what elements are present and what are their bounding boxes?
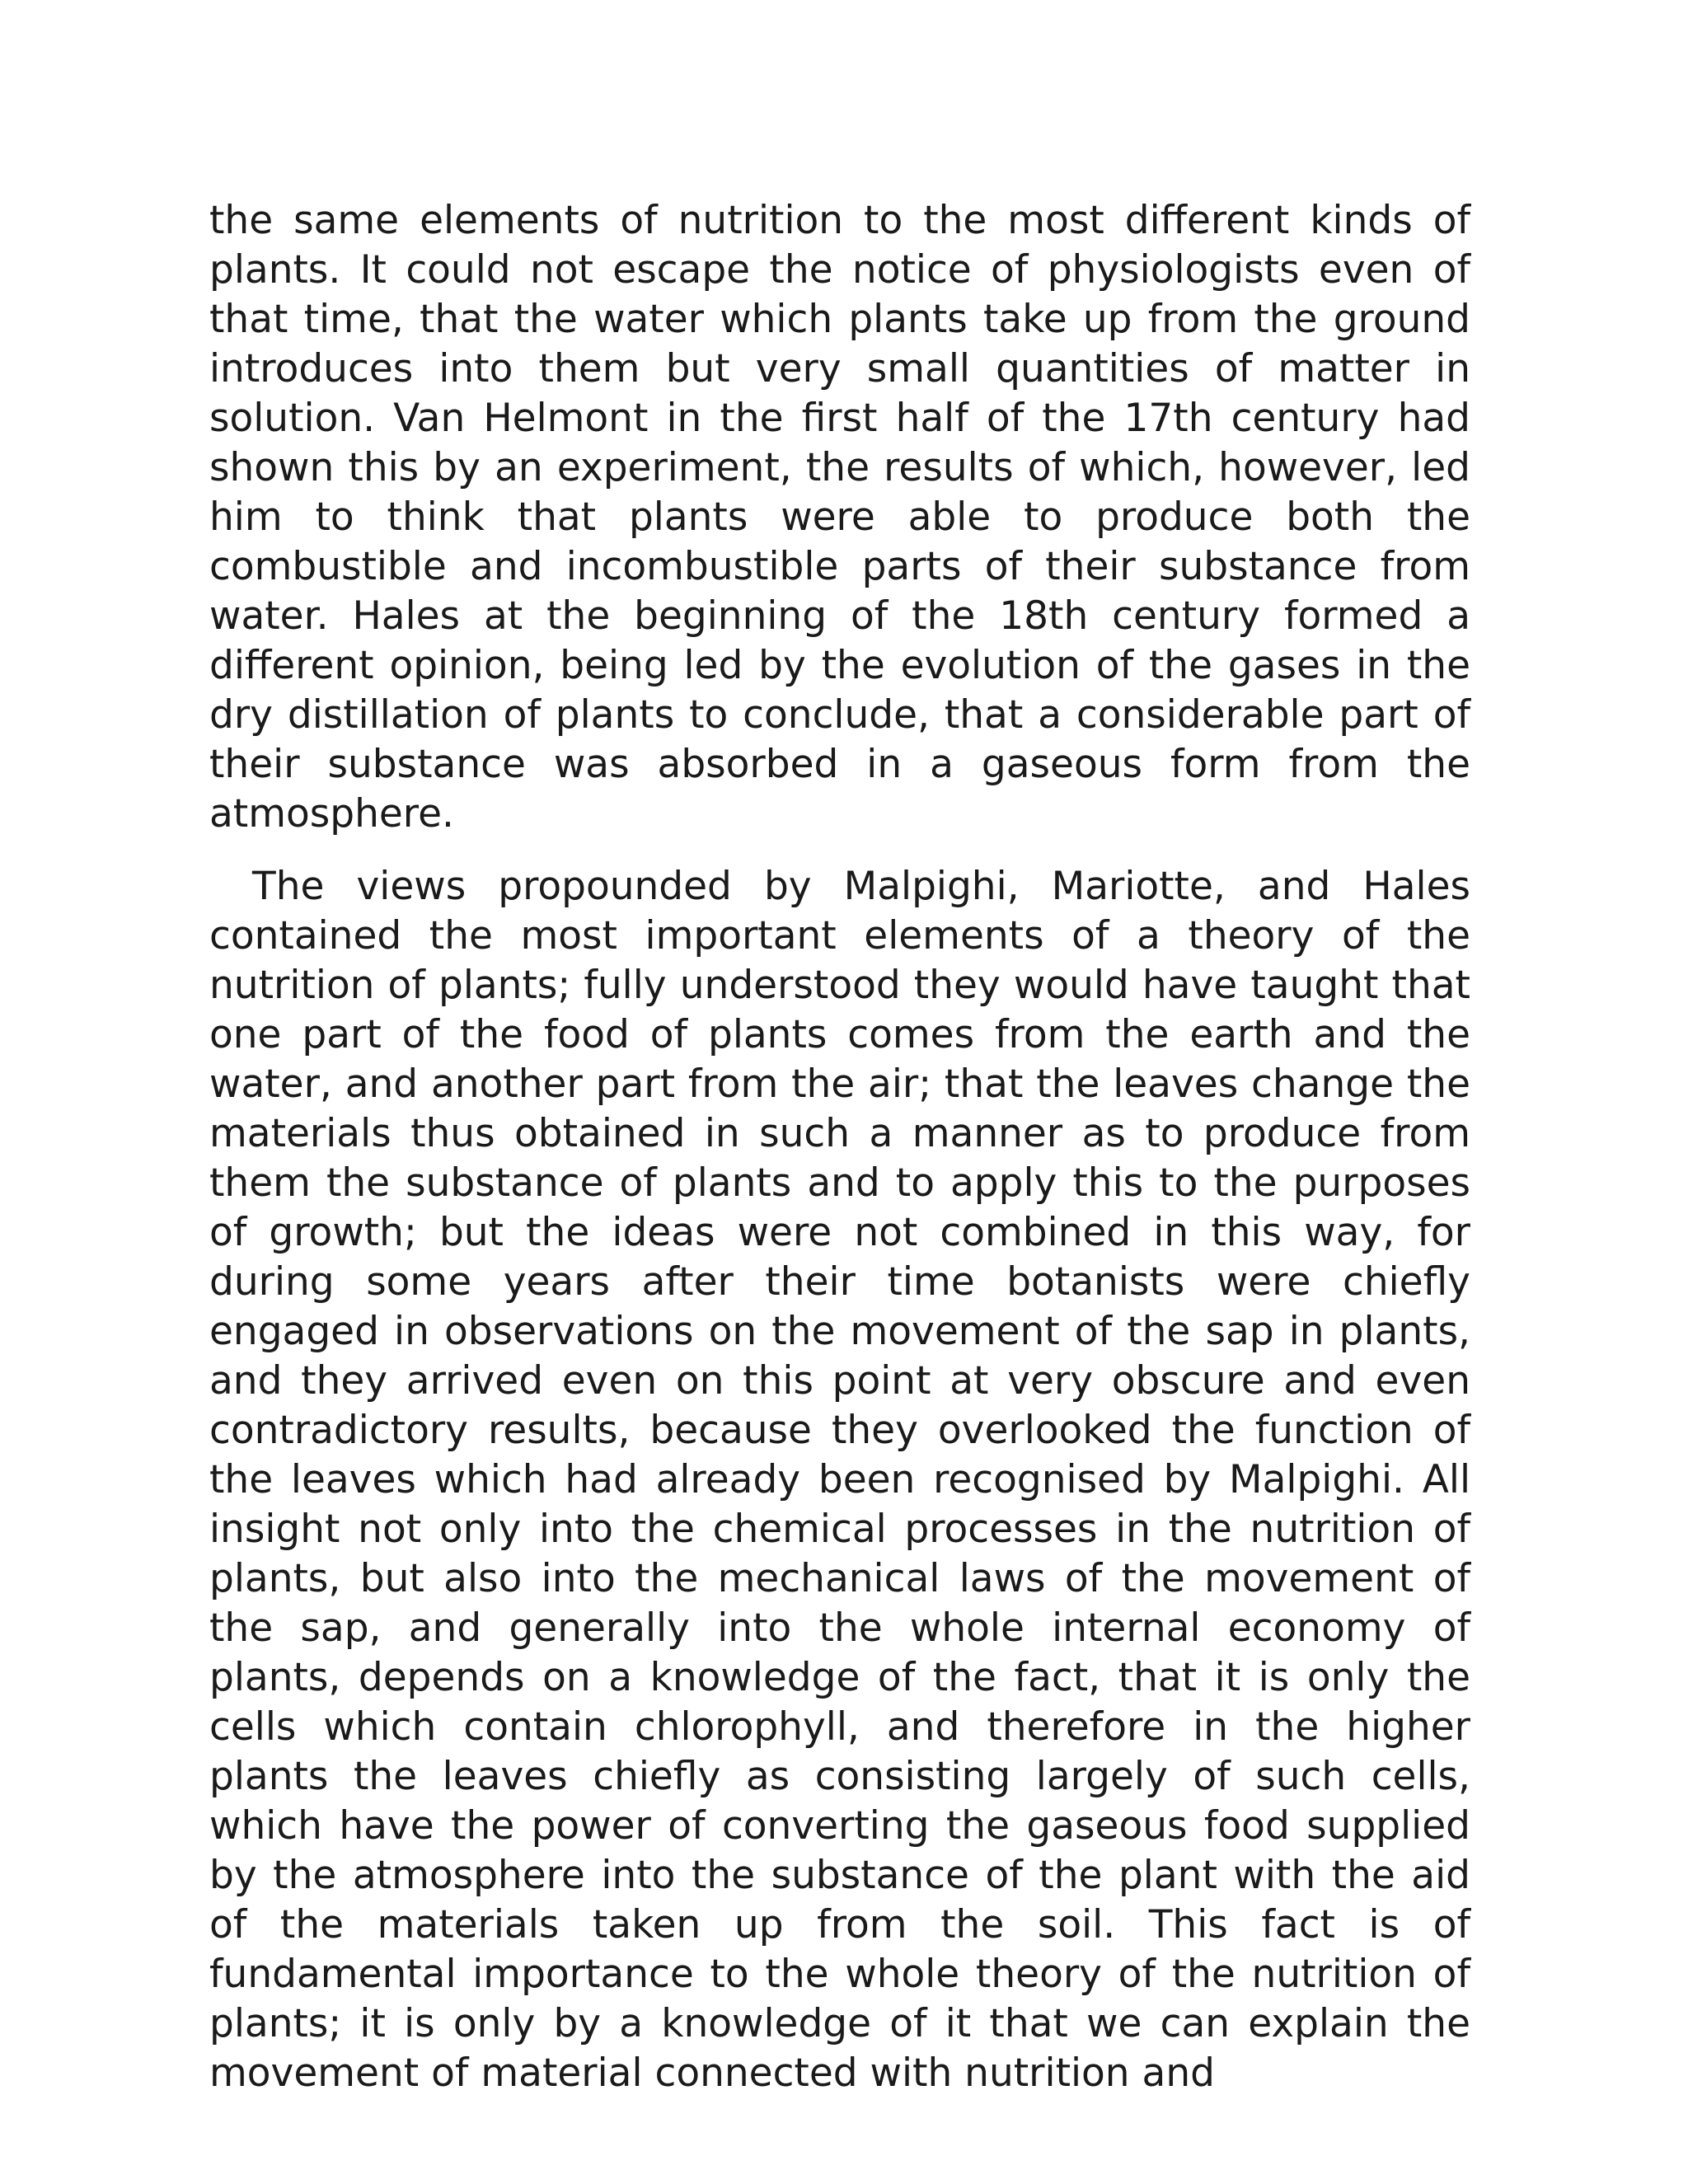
paragraph-continued: the same elements of nutrition to the most different kinds of plants. It could not escape the notice of physiologists even of that time, that the water which plants take up from the ground introduces into them but very small quantities of matter in solution. Van Helmont in the first half of the 17th century had shown this by an experiment, the results of which, however, led him to think that plants were able to produce both the combustible and incombustible parts of their substance from water. Hales at the beginning of the 18th century formed a different opinion, being led by the evolution of the gases in the dry distillation of plants to conclude, that a considerable part of their substance was absorbed in a gaseous form from the atmosphere. — [209, 198, 1470, 837]
page-body — [209, 196, 1470, 2098]
paragraph-views-propounded: The views propounded by Malpighi, Mariotte, and Hales contained the most important elements of a theory of the nutrition of plants; fully understood they would have taught that one part of the food of plants comes from the earth and the water, and another part from the air; that the leaves change the materials thus obtained in such a manner as to produce from them the substance of plants and to apply this to the purposes of growth; but the ideas were not combined in this way, for during some years after their time botanists were chiefly engaged in observations on the movement of the sap in plants, and they arrived even on this point at very obscure and even contradictory results, because they overlooked the function of the leaves which had already been recognised by Malpighi. All insight not only into the chemical processes in the nutrition of plants, but also into the mechanical laws of the movement of the sap, and generally into the whole internal economy of plants, depends on a knowledge of the fact, that it is only the cells which contain chlorophyll, and therefore in the higher plants the leaves chiefly as consisting largely of such cells, which have the power of converting the gaseous food supplied by the atmosphere into the substance of the plant with the aid of the materials taken up from the soil. This fact is of fundamental importance to the whole theory of the nutrition of plants; it is only by a knowledge of it that we can explain the movement of material connected with nutrition and — [209, 864, 1470, 2096]
